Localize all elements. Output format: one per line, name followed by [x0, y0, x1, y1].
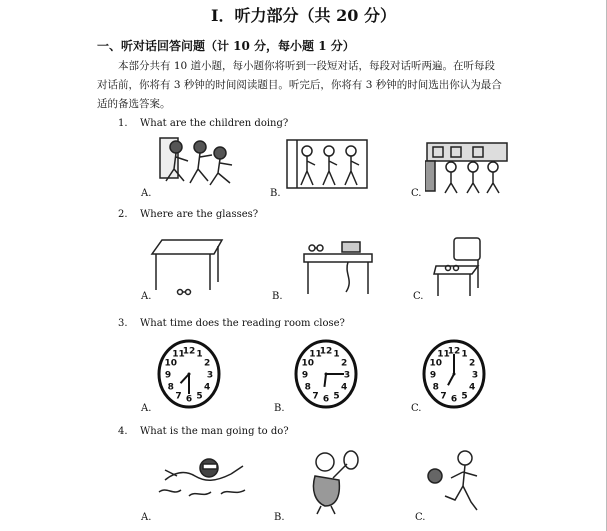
clock-numeral: 1: [196, 349, 203, 360]
clock-numeral: 5: [333, 391, 340, 402]
question-4-number: 4.: [118, 426, 128, 437]
clock-numeral: 1: [333, 349, 340, 360]
question-2: [118, 209, 258, 220]
question-2-number: 2.: [118, 209, 128, 220]
page-title: I．听力部分（共 20 分）: [211, 6, 396, 25]
clock-numeral: 10: [164, 358, 178, 369]
clock-numeral: 8: [304, 382, 311, 393]
clock-numeral: 8: [432, 382, 439, 393]
clock-numeral: 3: [471, 370, 479, 381]
clock-numeral: 5: [196, 391, 203, 402]
q1-option-c-label[interactable]: C.: [411, 188, 422, 199]
clock-numeral: 12: [319, 346, 333, 357]
instructions-line-1: 本部分共有 10 道小题，每小题你将听到一段短对话，每段对话听两遍。在听每段: [118, 60, 496, 72]
clock-numeral: 7: [312, 391, 319, 402]
q4-option-a-label[interactable]: A.: [141, 512, 152, 523]
q4-option-b-label[interactable]: B.: [274, 512, 285, 523]
clock-numeral: 10: [429, 358, 443, 369]
clock-numeral: 2: [341, 358, 348, 369]
question-2-text: Where are the glasses?: [140, 209, 259, 220]
clock-numeral: 2: [204, 358, 211, 369]
q4-option-c-image: [425, 448, 485, 514]
clock-numeral: 6: [185, 394, 193, 405]
q4-option-c-label[interactable]: C.: [415, 512, 426, 523]
clock-numeral: 1: [461, 349, 468, 360]
q2-option-c-label[interactable]: C.: [413, 291, 424, 302]
q3-option-b-clock: [294, 338, 358, 410]
q4-option-a-image: [155, 452, 250, 502]
q3-option-a-label[interactable]: A.: [141, 403, 152, 414]
instructions-line-2: 对话前，你将有 3 秒钟的时间阅读题目。听完后，你将有 3 秒钟的时间选出你认为最合: [97, 79, 502, 91]
instructions: [97, 57, 547, 114]
question-1: [118, 118, 288, 129]
clock-numeral: 4: [469, 382, 476, 393]
q2-option-b-label[interactable]: B.: [272, 291, 283, 302]
q3-option-c-label[interactable]: C.: [411, 403, 422, 414]
clock-numeral: 4: [341, 382, 348, 393]
q2-option-b-image: [298, 238, 378, 296]
question-3: [118, 318, 345, 329]
clock-numeral: 9: [301, 370, 309, 381]
clock-hour-hand: [324, 374, 326, 387]
clock-hour-hand: [181, 374, 189, 383]
clock-numeral: 3: [343, 370, 351, 381]
q2-option-c-image: [432, 236, 487, 298]
clock-numeral: 11: [309, 349, 322, 360]
clock-numeral: 10: [301, 358, 315, 369]
clock-numeral: 5: [461, 391, 468, 402]
q3-option-a-clock: [157, 338, 221, 410]
clock-hour-hand: [448, 374, 454, 385]
question-1-number: 1.: [118, 118, 128, 129]
clock-numeral: 9: [164, 370, 172, 381]
clock-numeral: 7: [440, 391, 447, 402]
clock-numeral: 8: [167, 382, 174, 393]
q1-option-b-label[interactable]: B.: [270, 188, 281, 199]
clock-numeral: 11: [172, 349, 185, 360]
clock-numeral: 6: [322, 394, 330, 405]
clock-numeral: 12: [182, 346, 196, 357]
clock-numeral: 12: [447, 346, 461, 357]
q4-option-b-image: [303, 450, 363, 515]
q3-option-c-clock: [422, 338, 486, 410]
q1-option-c-image: [425, 135, 510, 195]
instructions-line-3: 适的备选答案。: [97, 98, 171, 110]
clock-numeral: 9: [429, 370, 437, 381]
clock-numeral: 6: [450, 394, 458, 405]
question-3-text: What time does the reading room close?: [140, 318, 345, 329]
q2-option-a-image: [148, 236, 228, 298]
question-1-text: What are the children doing?: [140, 118, 289, 129]
q2-option-a-label[interactable]: A.: [141, 291, 152, 302]
clock-numeral: 4: [204, 382, 211, 393]
q3-option-b-label[interactable]: B.: [274, 403, 285, 414]
clock-numeral: 7: [175, 391, 182, 402]
q1-option-a-image: [158, 135, 238, 190]
question-4: [118, 426, 289, 437]
question-3-number: 3.: [118, 318, 128, 329]
q1-option-a-label[interactable]: A.: [141, 188, 152, 199]
clock-numeral: 2: [469, 358, 476, 369]
q1-option-b-image: [285, 137, 370, 192]
section-heading: 一、听对话回答问题（计 10 分，每小题 1 分）: [97, 39, 355, 53]
clock-numeral: 3: [206, 370, 214, 381]
clock-numeral: 11: [437, 349, 450, 360]
question-4-text: What is the man going to do?: [140, 426, 289, 437]
